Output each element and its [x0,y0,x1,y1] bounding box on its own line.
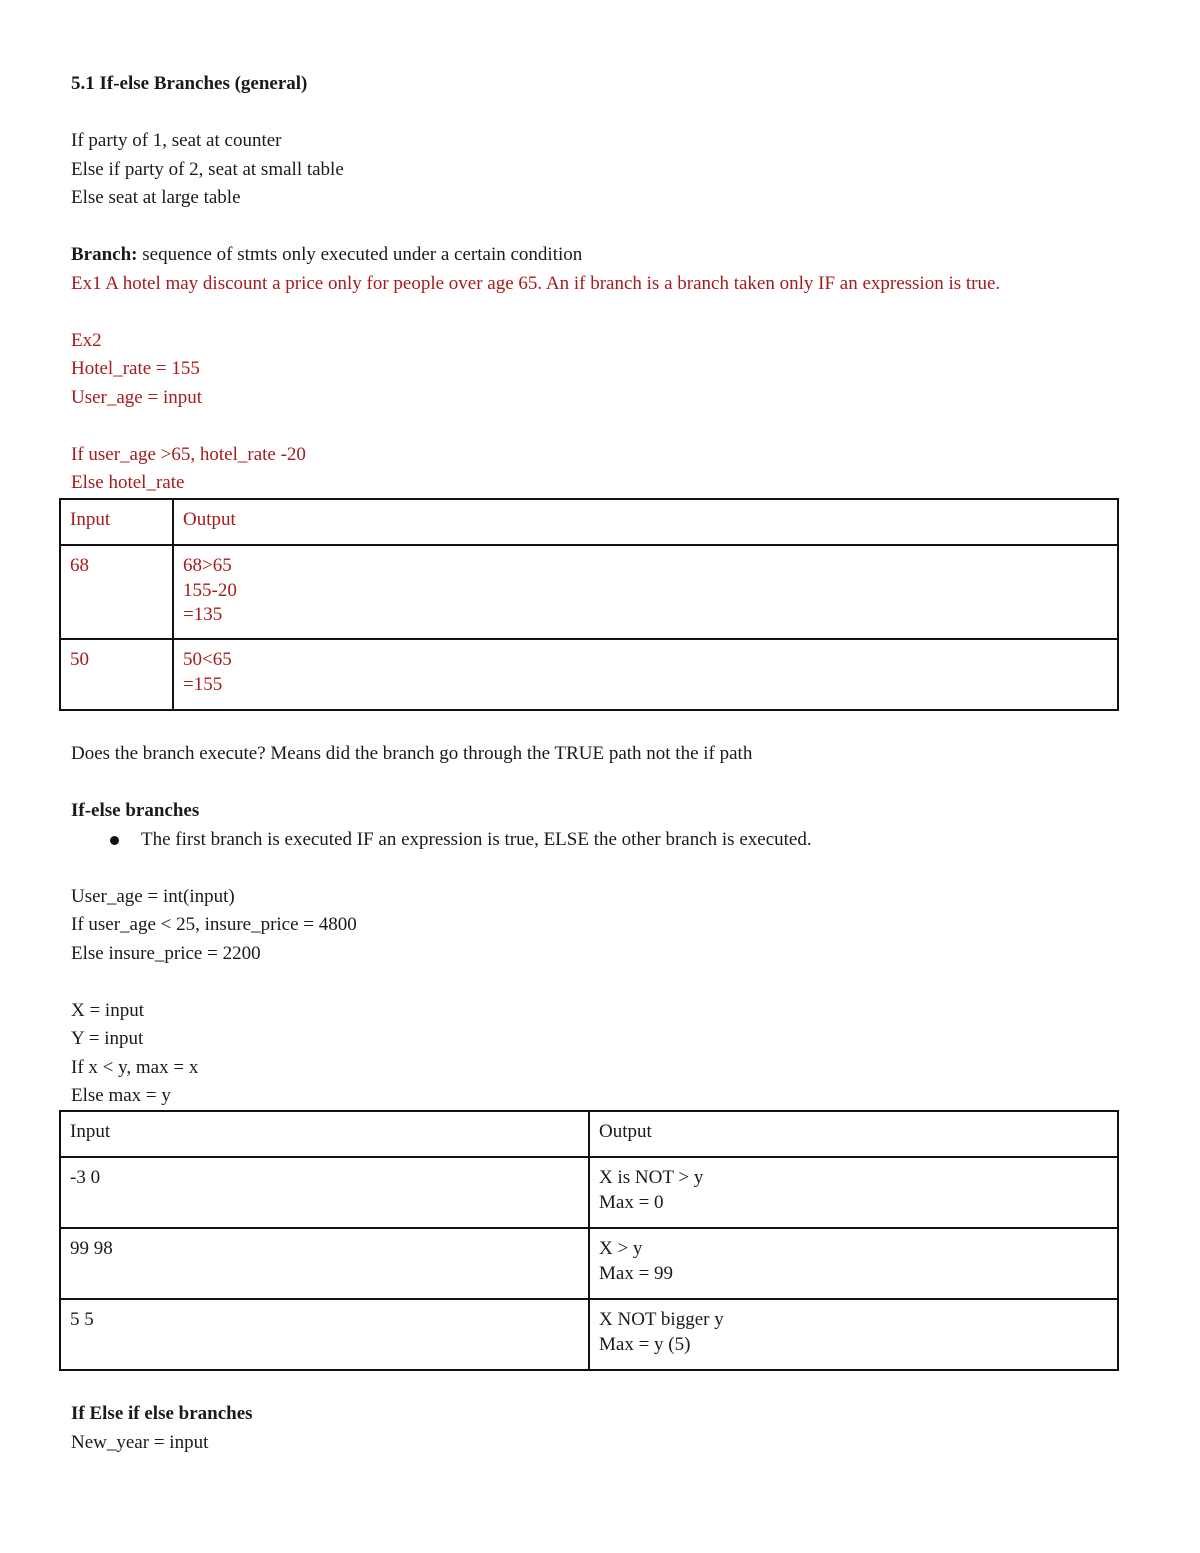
bullet-text: The first branch is executed IF an expression is true, ELSE the other branch is executed. [141,828,812,850]
ex2-line: Ex2 [71,329,102,351]
header-cell-output: Output [589,1111,1118,1157]
input-cell: 5 5 [60,1299,589,1370]
header-cell-input: Input [60,499,173,545]
example-1: Ex1 A hotel may discount a price only for people over age 65. An if branch is a branch taken only IF an expression is true. [71,272,1001,294]
output-line: =155 [183,673,223,695]
input-cell: -3 0 [60,1157,589,1228]
table-header-row [60,499,1118,545]
section-title: 5.1 If-else Branches (general) [71,73,308,94]
output-line: =135 [183,604,223,625]
hotel-rate-table [59,498,1119,711]
code-line: Else insure_price = 2200 [71,942,261,964]
output-line: 50<65 [183,649,232,670]
table-row [60,639,1118,710]
text-line: Else seat at large table [71,187,241,208]
header-cell-input: Input [60,1111,589,1157]
table-row [60,1299,1118,1370]
branch-definition-text: sequence of stmts only executed under a certain condition [137,244,583,265]
header-cell-output: Output [173,499,1118,545]
branch-term: Branch: [71,244,138,265]
ex2-line: Hotel_rate = 155 [71,358,200,379]
text-line: Else if party of 2, seat at small table [71,158,344,180]
output-line: X > y [599,1238,643,1259]
bullet-item [71,826,1131,855]
output-line: 68>65 [183,555,232,576]
output-line: X is NOT > y [599,1167,704,1188]
code-line: Else max = y [71,1085,171,1106]
bullet-dot-icon [110,836,119,845]
output-cell [173,545,1118,639]
output-line: Max = y (5) [599,1333,691,1355]
output-cell [589,1228,1118,1299]
execute-note: Does the branch execute? Means did the branch go through the TRUE path not the if path [71,743,753,764]
output-line: Max = 0 [599,1191,664,1213]
output-line: X NOT bigger y [599,1309,724,1330]
output-cell [589,1157,1118,1228]
input-cell: 99 98 [60,1228,589,1299]
code-line: Y = input [71,1028,144,1049]
input-cell: 68 [60,545,173,639]
code-line: If x < y, max = x [71,1056,199,1078]
code-line: X = input [71,999,144,1021]
branch-definition [71,241,1131,270]
text-line: If party of 1, seat at counter [71,130,282,151]
output-line: 155-20 [183,579,237,601]
code-line: User_age = int(input) [71,885,235,907]
output-line: Max = 99 [599,1262,674,1284]
ex2-condition: If user_age >65, hotel_rate -20 [71,443,306,465]
ex2-condition: Else hotel_rate [71,472,185,493]
code-line: New_year = input [71,1431,209,1453]
output-cell [173,639,1118,710]
output-cell [589,1299,1118,1370]
table-header-row [60,1111,1118,1157]
code-line: If user_age < 25, insure_price = 4800 [71,914,357,935]
table-row [60,1157,1118,1228]
table-row [60,1228,1118,1299]
elseif-heading: If Else if else branches [71,1403,253,1424]
input-cell: 50 [60,639,173,710]
ex2-line: User_age = input [71,386,203,408]
table-row [60,545,1118,639]
max-table [59,1110,1119,1371]
ifelse-heading: If-else branches [71,800,200,821]
